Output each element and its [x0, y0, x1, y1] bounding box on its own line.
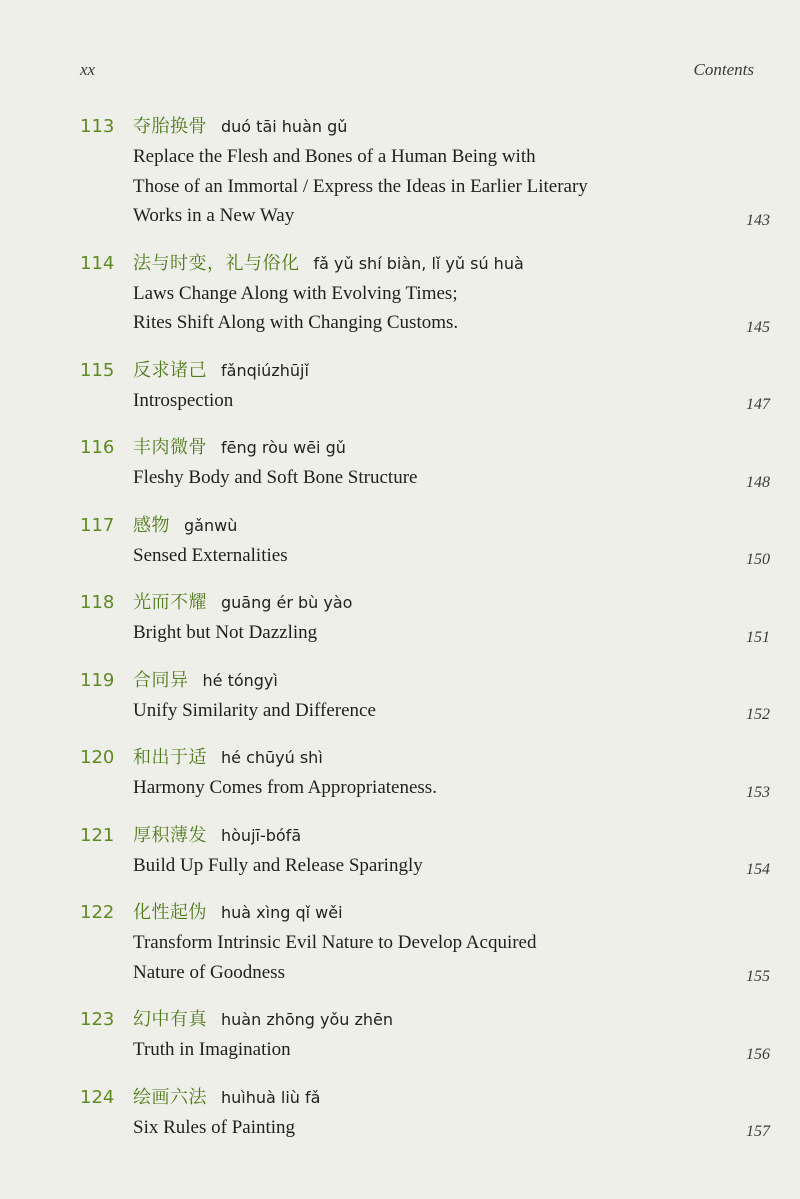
- page-folio: xx: [80, 60, 96, 79]
- entry-heading: [80, 249, 770, 279]
- toc-entry: [80, 1083, 770, 1143]
- entry-hanzi: 厚积薄发: [133, 824, 207, 846]
- entry-hanzi: 光而不耀: [133, 592, 207, 613]
- entry-english-line: Harmony Comes from Appropriateness.: [133, 777, 437, 798]
- entry-heading: [80, 433, 770, 463]
- entry-heading: [80, 588, 770, 618]
- toc-entry: [80, 821, 770, 881]
- entry-page-number: 151: [746, 628, 770, 646]
- entry-english-line: Rites Shift Along with Changing Customs.: [133, 312, 459, 333]
- running-head: [70, 60, 754, 84]
- entry-english-line: Six Rules of Painting: [133, 1116, 296, 1138]
- toc-entry: [80, 112, 770, 231]
- entry-heading: [80, 1005, 770, 1035]
- entry-english-line: Laws Change Along with Evolving Times;: [133, 282, 458, 304]
- entry-number: 121: [80, 824, 115, 846]
- entry-heading: [80, 666, 770, 696]
- entry-english-line: Replace the Flesh and Bones of a Human Being with: [133, 146, 536, 167]
- entry-english-line: Transform Intrinsic Evil Nature to Develop Acquired: [133, 932, 537, 953]
- toc-entry: [80, 1005, 770, 1065]
- entry-page-number: 143: [746, 211, 770, 229]
- entry-pinyin: duó tāi huàn gǔ: [221, 117, 348, 136]
- entry-pinyin: hé tóngyì: [202, 670, 278, 690]
- toc-entry: [80, 249, 770, 338]
- entry-pinyin: fēng ròu wēi gǔ: [221, 438, 346, 457]
- entry-pinyin: fǎ yǔ shí biàn, lǐ yǔ sú huà: [313, 253, 524, 273]
- entry-english-line: Introspection: [133, 389, 234, 411]
- entry-number: 117: [80, 514, 115, 536]
- entry-pinyin: hòujī-bófā: [221, 825, 302, 845]
- entry-english-line: Bright but Not Dazzling: [133, 622, 318, 643]
- entry-page-number: 156: [746, 1045, 770, 1063]
- entry-hanzi: 反求诸己: [133, 359, 207, 381]
- entry-heading: [80, 112, 770, 142]
- entry-english-line: Those of an Immortal / Express the Ideas in Earlier Literary: [133, 175, 588, 197]
- entry-hanzi: 化性起伪: [133, 902, 207, 923]
- toc-entry: [80, 511, 770, 571]
- entry-heading: [80, 356, 770, 386]
- entry-pinyin: huàn zhōng yǒu zhēn: [221, 1010, 394, 1029]
- entry-pinyin: huà xìng qǐ wěi: [221, 903, 343, 922]
- entry-pinyin: guāng ér bù yào: [221, 593, 353, 612]
- entry-page-number: 150: [746, 551, 770, 568]
- entry-number: 115: [80, 359, 115, 381]
- entry-number: 119: [80, 669, 115, 691]
- entry-hanzi: 丰肉微骨: [133, 437, 207, 458]
- entry-heading: [80, 898, 770, 928]
- entry-number: 120: [80, 747, 115, 768]
- entry-page-number: 145: [746, 318, 770, 336]
- entry-hanzi: 和出于适: [133, 747, 207, 768]
- entry-hanzi: 夺胎换骨: [133, 116, 207, 137]
- entry-heading: [80, 511, 770, 541]
- toc-entry: [80, 356, 770, 416]
- entry-page-number: 152: [746, 706, 770, 723]
- entry-number: 116: [80, 437, 115, 458]
- entry-number: 123: [80, 1009, 115, 1030]
- entry-hanzi: 感物: [133, 514, 170, 536]
- entry-page-number: 148: [746, 473, 770, 491]
- entry-heading: [80, 821, 770, 851]
- entry-number: 118: [80, 592, 115, 613]
- entry-pinyin: fǎnqiúzhūjǐ: [221, 360, 309, 380]
- entry-english-line: Build Up Fully and Release Sparingly: [133, 854, 423, 876]
- toc-entry: [80, 898, 770, 987]
- entry-hanzi: 合同异: [133, 669, 189, 691]
- entry-page-number: 153: [746, 783, 770, 801]
- entry-english-line: Unify Similarity and Difference: [133, 699, 376, 721]
- entry-page-number: 147: [746, 396, 770, 413]
- entry-number: 113: [80, 116, 115, 137]
- table-of-contents: [80, 112, 770, 1160]
- entry-pinyin: gǎnwù: [184, 515, 238, 535]
- entry-hanzi: 绘画六法: [133, 1086, 207, 1108]
- entry-english-line: Fleshy Body and Soft Bone Structure: [133, 467, 418, 488]
- entry-heading: [80, 1083, 770, 1113]
- entry-english-line: Sensed Externalities: [133, 544, 288, 566]
- entry-english-line: Truth in Imagination: [133, 1039, 291, 1060]
- toc-entry: [80, 433, 770, 493]
- entry-number: 114: [80, 252, 115, 274]
- entry-number: 124: [80, 1086, 115, 1108]
- entry-english-line: Works in a New Way: [133, 205, 295, 226]
- entry-number: 122: [80, 902, 115, 923]
- entry-heading: [80, 743, 770, 773]
- entry-hanzi: 法与时变，礼与俗化: [133, 252, 300, 274]
- entry-pinyin: huìhuà liù fǎ: [221, 1087, 321, 1107]
- entry-page-number: 155: [746, 968, 770, 985]
- entry-pinyin: hé chūyú shì: [221, 748, 323, 767]
- entry-page-number: 157: [746, 1123, 770, 1140]
- toc-entry: [80, 588, 770, 648]
- entry-english-line: Nature of Goodness: [133, 961, 285, 983]
- toc-entry: [80, 743, 770, 803]
- toc-entry: [80, 666, 770, 726]
- entry-page-number: 154: [746, 861, 770, 878]
- entry-hanzi: 幻中有真: [133, 1009, 207, 1030]
- section-title: Contents: [693, 60, 754, 79]
